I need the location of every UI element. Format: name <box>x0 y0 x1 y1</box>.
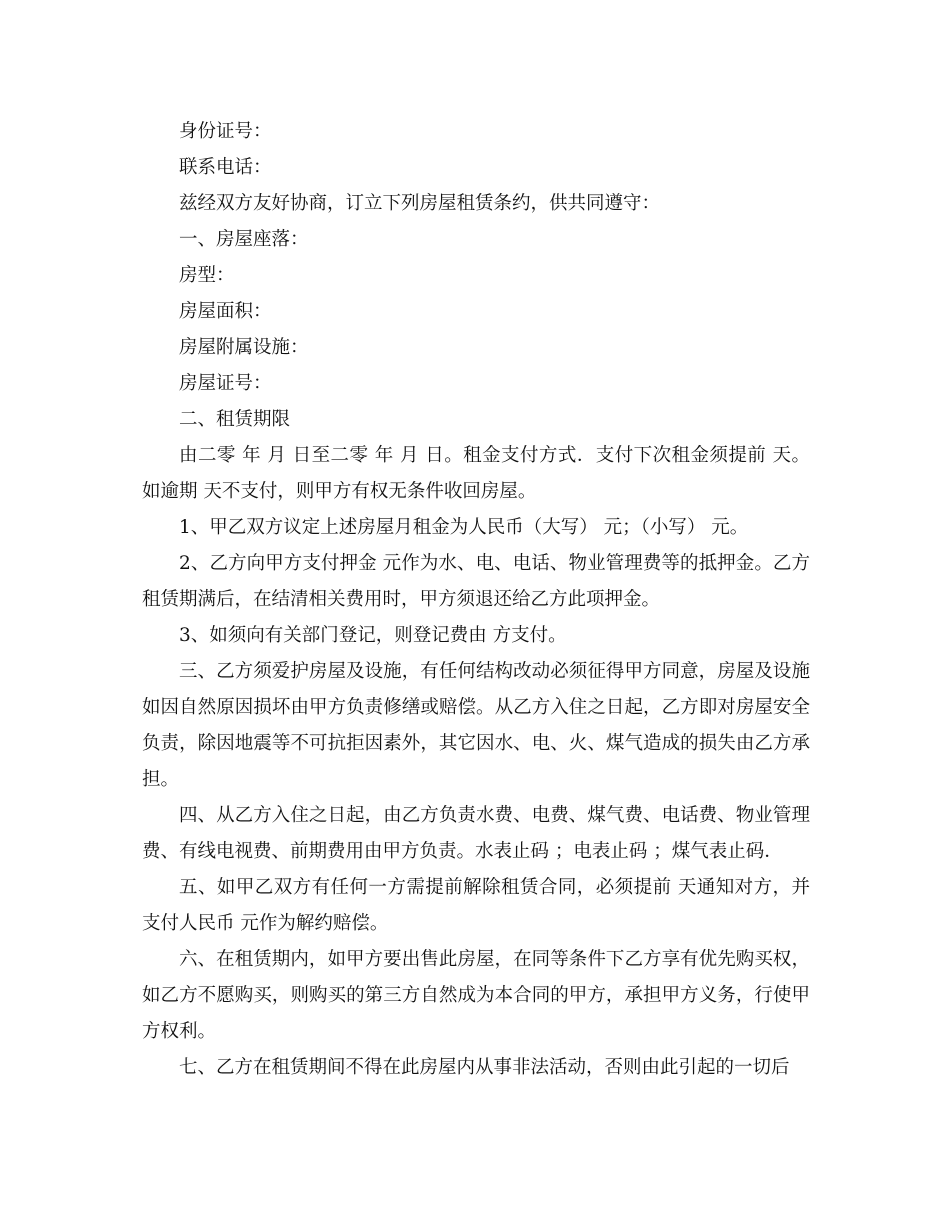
section-3-paragraph: 三、乙方须爱护房屋及设施，有任何结构改动必须征得甲方同意，房屋及设施如因自然原因损坏由甲方负责修缮或赔偿。从乙方入住之日起，乙方即对房屋安全负责，除因地震等不可抗拒因素外，其它因水、电、火、煤气造成的损失由乙方承担。 <box>142 661 810 790</box>
field-house-facilities: 房屋附属设施： <box>179 337 309 358</box>
agreement-preamble: 兹经双方友好协商，订立下列房屋租赁条约，供共同遵守： <box>179 193 661 214</box>
document-body <box>142 114 810 1086</box>
field-contact-phone: 联系电话： <box>179 157 272 178</box>
section-2-heading: 二、租赁期限 <box>179 409 291 430</box>
section-6-paragraph: 六、在租赁期内，如甲方要出售此房屋，在同等条件下乙方享有优先购买权，如乙方不愿购买，则购买的第三方自然成为本合同的甲方，承担甲方义务，行使甲方权利。 <box>142 949 810 1042</box>
section-1-heading: 一、房屋座落： <box>179 229 309 250</box>
clause-deposit: 2、乙方向甲方支付押金 元作为水、电、电话、物业管理费等的抵押金。乙方租赁期满后，在结清相关费用时，甲方须退还给乙方此项押金。 <box>142 553 810 610</box>
lease-term-paragraph: 由二零 年 月 日至二零 年 月 日。租金支付方式．支付下次租金须提前 天。如逾期 天不支付，则甲方有权无条件收回房屋。 <box>142 445 810 502</box>
section-7-paragraph: 七、乙方在租赁期间不得在此房屋内从事非法活动，否则由此引起的一切后 <box>179 1057 790 1078</box>
clause-rent: 1、甲乙双方议定上述房屋月租金为人民币（大写） 元；（小写） 元。 <box>179 517 749 538</box>
field-id-number: 身份证号： <box>179 121 272 142</box>
field-house-type: 房型： <box>179 265 235 286</box>
section-4-paragraph: 四、从乙方入住之日起，由乙方负责水费、电费、煤气费、电话费、物业管理费、有线电视费、前期费用由甲方负责。水表止码 ；电表止码 ；煤气表止码． <box>142 805 810 862</box>
section-5-paragraph: 五、如甲乙双方有任何一方需提前解除租赁合同，必须提前 天通知对方，并支付人民币 元作为解约赔偿。 <box>142 877 810 934</box>
clause-registration: 3、如须向有关部门登记，则登记费由 方支付。 <box>179 625 567 646</box>
field-house-certificate: 房屋证号： <box>179 373 272 394</box>
field-house-area: 房屋面积： <box>179 301 272 322</box>
